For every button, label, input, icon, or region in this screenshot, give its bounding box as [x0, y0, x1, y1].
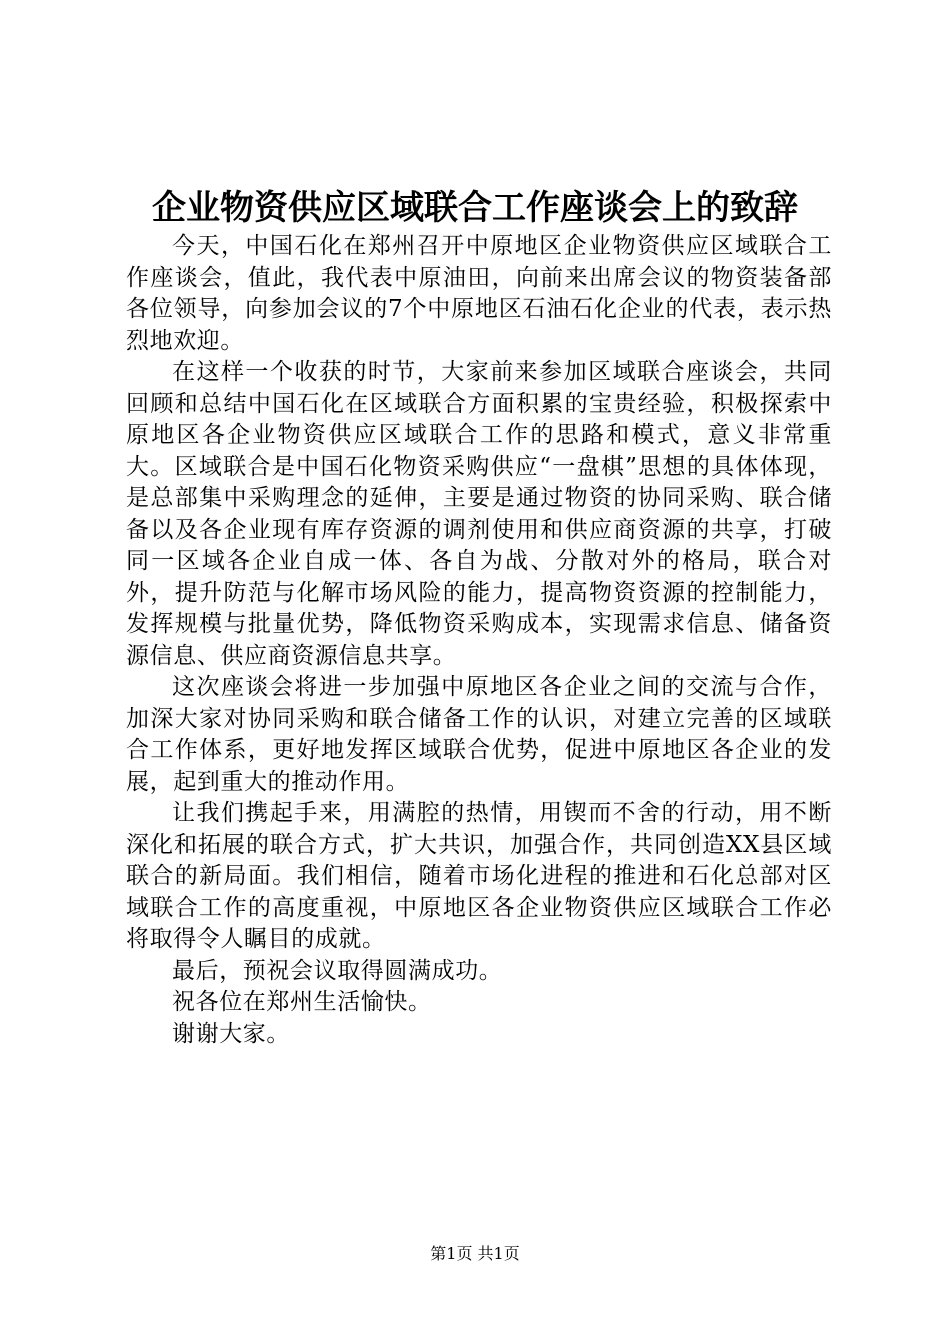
paragraph-wish-success: 最后，预祝会议取得圆满成功。 [172, 957, 503, 984]
document-title: 企业物资供应区域联合工作座谈会上的致辞 [152, 188, 798, 228]
paragraph-significance: 在这样一个收获的时节，大家前来参加区域联合座谈会，共同回顾和总结中国石化在区域联合方面积累的宝贵经验，积极探索中原地区各企业物资供应区域联合工作的思路和模式，意义非常重大。区域联合是中国石化物资采购供应“一盘棋”思想的具体体现，是总部集中采购理念的延伸，主要是通过物资的协同采购、联合储备以及各企业现有库存资源的调剂使用和供应商资源的共享，打破同一区域各企业自成一体、各自为战、分散对外的格局，联合对外，提升防范与化解市场风险的能力，提高物资资源的控制能力，发挥规模与批量优势，降低物资采购成本，实现需求信息、储备资源信息、供应商资源信息共享。 [126, 359, 832, 669]
paragraph-wish-pleasant-stay: 祝各位在郑州生活愉快。 [172, 989, 432, 1015]
paragraph-meeting-purpose: 这次座谈会将进一步加强中原地区各企业之间的交流与合作，加深大家对协同采购和联合储备工作的认识，对建立完善的区域联合工作体系，更好地发挥区域联合优势，促进中原地区各企业的发展，起到重大的推动作用。 [126, 674, 832, 795]
paragraph-thanks: 谢谢大家。 [172, 1020, 290, 1047]
paragraph-call-to-action: 让我们携起手来，用满腔的热情，用锲而不舍的行动，用不断深化和拓展的联合方式，扩大共识，加强合作，共同创造XX县区域联合的新局面。我们相信，随着市场化进程的推进和石化总部对区域联合工作的高度重视，中原地区各企业物资供应区域联合工作必将取得令人瞩目的成就。 [126, 800, 832, 952]
document-body [126, 231, 832, 1050]
page-number-footer: 第1页 共1页 [430, 1244, 520, 1263]
paragraph-welcome: 今天，中国石化在郑州召开中原地区企业物资供应区域联合工作座谈会，值此，我代表中原油田，向前来出席会议的物资装备部各位领导，向参加会议的7个中原地区石油石化企业的代表，表示热烈地欢迎。 [126, 233, 832, 354]
